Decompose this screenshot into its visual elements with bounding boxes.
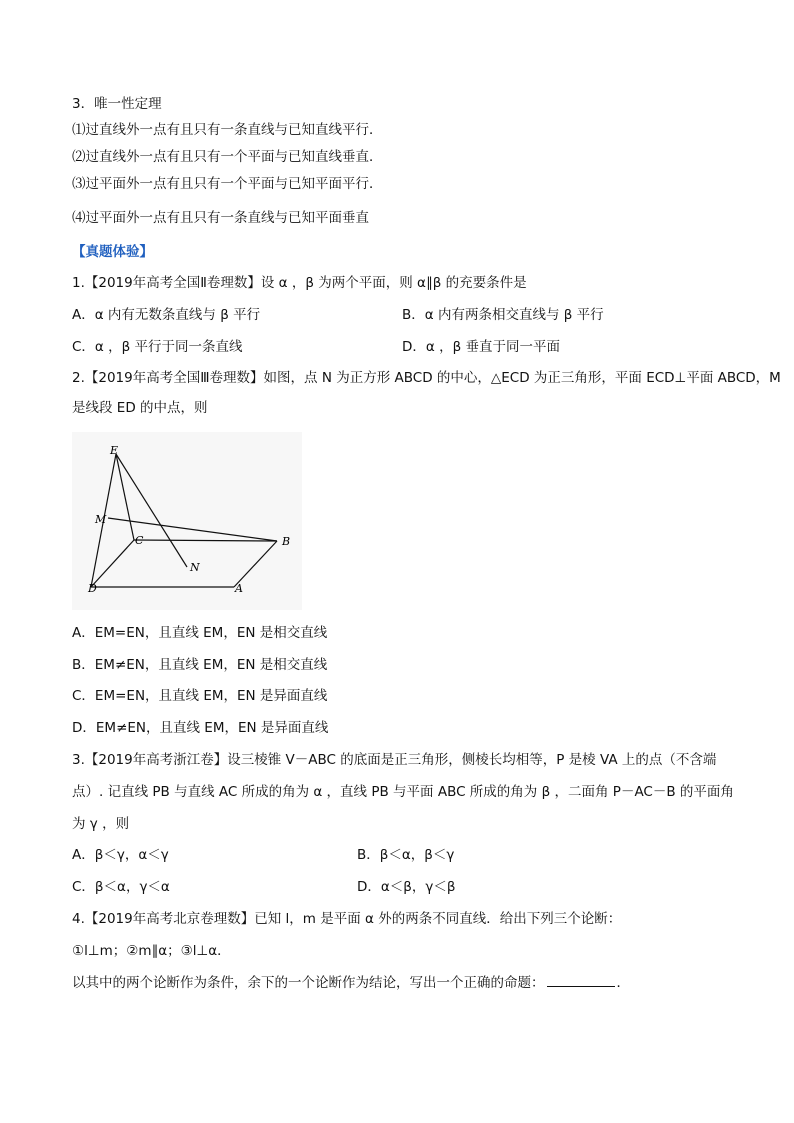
q3-stem-line2: 点）. 记直线 PB 与直线 AC 所成的角为 α ，直线 PB 与平面 ABC 所成的角为 β ，二面角 P－AC－B 的平面角 xyxy=(72,784,734,800)
q3-option-c: C．β＜α，γ＜α xyxy=(72,879,170,895)
edge-cb xyxy=(134,540,277,541)
q3-stem-line1: 3.【2019年高考浙江卷】设三棱锥 V－ABC 的底面是正三角形，侧棱长均相等，P 是棱 VA 上的点（不含端 xyxy=(72,752,717,768)
section-title: 3．唯一性定理 xyxy=(72,96,162,112)
label-m: M xyxy=(95,513,107,526)
theorem-item-4: ⑷过平面外一点有且只有一条直线与已知平面垂直 xyxy=(72,210,369,226)
edge-en xyxy=(116,454,187,567)
q1-stem: 1.【2019年高考全国Ⅱ卷理数】设 α ，β 为两个平面，则 α∥β 的充要条件是 xyxy=(72,275,527,291)
edge-dc xyxy=(91,540,134,587)
q2-option-a: A．EM=EN，且直线 EM，EN 是相交直线 xyxy=(72,625,328,641)
pyramid-diagram xyxy=(72,432,302,610)
q4-period: ． xyxy=(616,975,630,991)
label-e: E xyxy=(110,444,119,457)
label-a: A xyxy=(235,582,243,595)
q4-stem-line2: ①l⊥m；②m∥α；③l⊥α． xyxy=(72,943,231,959)
label-d: D xyxy=(88,582,97,595)
q3-option-a: A．β＜γ，α＜γ xyxy=(72,847,169,863)
q2-stem-line2: 是线段 ED 的中点，则 xyxy=(72,400,208,416)
label-c: C xyxy=(135,534,144,547)
theorem-item-1: ⑴过直线外一点有且只有一条直线与已知直线平行． xyxy=(72,122,383,138)
theorem-item-3: ⑶过平面外一点有且只有一个平面与已知平面平行． xyxy=(72,176,383,192)
q1-option-d: D．α ，β 垂直于同一平面 xyxy=(402,339,560,355)
label-n: N xyxy=(190,561,200,574)
q4-prompt: 以其中的两个论断作为条件，余下的一个论断作为结论，写出一个正确的命题： xyxy=(72,975,545,991)
q3-stem-line3: 为 γ ，则 xyxy=(72,816,130,832)
q3-option-d: D．α＜β，γ＜β xyxy=(357,879,456,895)
q1-option-c: C．α ，β 平行于同一条直线 xyxy=(72,339,243,355)
edge-ec xyxy=(116,454,134,540)
q4-stem-line3 xyxy=(72,972,630,993)
answer-blank[interactable] xyxy=(547,972,615,987)
edge-ba xyxy=(234,541,277,587)
label-b: B xyxy=(282,535,291,548)
q2-option-b: B．EM≠EN，且直线 EM，EN 是相交直线 xyxy=(72,657,328,673)
q4-stem-line1: 4.【2019年高考北京卷理数】已知 l，m 是平面 α 外的两条不同直线．给出下列三个论断： xyxy=(72,911,622,927)
q2-option-d: D．EM≠EN，且直线 EM，EN 是异面直线 xyxy=(72,720,329,736)
q1-option-a: A．α 内有无数条直线与 β 平行 xyxy=(72,307,261,323)
section-heading: 【真题体验】 xyxy=(72,244,153,260)
q1-option-b: B．α 内有两条相交直线与 β 平行 xyxy=(402,307,604,323)
q2-option-c: C．EM=EN，且直线 EM，EN 是异面直线 xyxy=(72,688,328,704)
q2-stem-line1: 2.【2019年高考全国Ⅲ卷理数】如图，点 N 为正方形 ABCD 的中心，△ECD 为正三角形，平面 ECD⊥平面 ABCD，M xyxy=(72,370,781,386)
theorem-item-2: ⑵过直线外一点有且只有一个平面与已知直线垂直． xyxy=(72,149,383,165)
geometry-figure xyxy=(72,432,302,610)
q3-option-b: B．β＜α，β＜γ xyxy=(357,847,455,863)
